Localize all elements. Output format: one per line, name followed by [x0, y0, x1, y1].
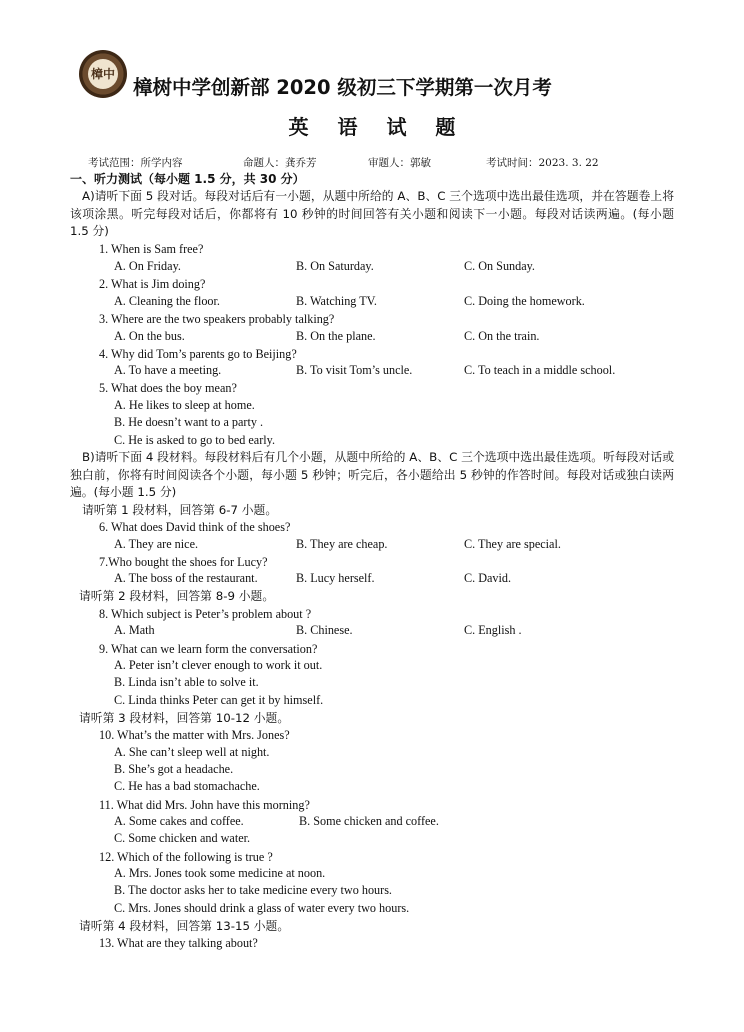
- option: B. Chinese.: [296, 623, 353, 637]
- option: C. On Sunday.: [464, 259, 535, 273]
- exam-subtitle: 英 语 试 题: [288, 115, 467, 139]
- material-1: 请听第 1 段材料，回答第 6-7 小题。: [82, 503, 278, 517]
- option: A. Cleaning the floor.: [114, 294, 220, 308]
- option: B. Some chicken and coffee.: [299, 814, 439, 828]
- option: A. Math: [114, 623, 155, 637]
- option: B. Watching TV.: [296, 294, 377, 308]
- option: C. Mrs. Jones should drink a glass of water every two hours.: [114, 901, 410, 915]
- question: 7.Who bought the shoes for Lucy?: [99, 555, 268, 569]
- option: B. Lucy herself.: [296, 571, 375, 585]
- option: B. On the plane.: [296, 329, 376, 343]
- section-heading: 一、听力测试（每小题 1.5 分，共 30 分）: [70, 172, 305, 186]
- option: C. They are special.: [464, 537, 561, 551]
- option: C. English .: [464, 623, 522, 637]
- meta-scope: 考试范围：所学内容: [88, 157, 183, 169]
- option: A. She can’t sleep well at night.: [114, 745, 270, 759]
- option: A. The boss of the restaurant.: [114, 571, 258, 585]
- option: C. He has a bad stomachache.: [114, 779, 260, 793]
- option: B. To visit Tom’s uncle.: [296, 363, 413, 377]
- meta-time: 考试时间：2023. 3. 22: [486, 157, 599, 169]
- meta-setter: 命题人：龚乔芳: [243, 157, 317, 169]
- option: A. Some cakes and coffee.: [114, 814, 244, 828]
- option: C. On the train.: [464, 329, 540, 343]
- question: 12. Which of the following is true ?: [99, 850, 273, 864]
- option: A. They are nice.: [114, 537, 199, 551]
- question: 6. What does David think of the shoes?: [99, 520, 291, 534]
- question: 4. Why did Tom’s parents go to Beijing?: [99, 347, 297, 361]
- option: C. He is asked to go to bed early.: [114, 433, 275, 447]
- option: B. Linda isn’t able to solve it.: [114, 675, 259, 689]
- option: B. She’s got a headache.: [114, 762, 234, 776]
- option: A. To have a meeting.: [114, 363, 222, 377]
- option: C. David.: [464, 571, 512, 585]
- option: B. The doctor asks her to take medicine every two hours.: [114, 883, 392, 897]
- option: A. He likes to sleep at home.: [114, 398, 255, 412]
- part-a-intro: A)请听下面 5 段对话。每段对话后有一小题，从题中所给的 A、B、C 三个选项中选出最佳选项，并在答题卷上将该项涂黑。听完每段对话后，你都将有 10 秒钟的时间回答有关小题和阅读下一小题。每段对话读两遍。(每小题 1.5 分): [70, 189, 674, 239]
- school-logo: [79, 50, 127, 98]
- question: 1. When is Sam free?: [99, 242, 204, 256]
- material-4: 请听第 4 段材料，回答第 13-15 小题。: [79, 919, 290, 933]
- option: A. On Friday.: [114, 259, 181, 273]
- question: 13. What are they talking about?: [99, 936, 258, 950]
- option: B. On Saturday.: [296, 259, 374, 273]
- option: A. On the bus.: [114, 329, 185, 343]
- meta-reviewer: 审题人：郭敏: [368, 157, 431, 169]
- question: 11. What did Mrs. John have this morning?: [99, 798, 310, 812]
- option: C. To teach in a middle school.: [464, 363, 616, 377]
- option: B. They are cheap.: [296, 537, 388, 551]
- question: 2. What is Jim doing?: [99, 277, 206, 291]
- question: 10. What’s the matter with Mrs. Jones?: [99, 728, 290, 742]
- question: 5. What does the boy mean?: [99, 381, 237, 395]
- part-b-intro: B)请听下面 4 段材料。每段材料后有几个小题，从题中所给的 A、B、C 三个选项中选出最佳选项。听每段对话或独白前，你将有时间阅读各个小题，每小题 5 秒钟；听完后，各小题给出 5 秒钟的作答时间。每段对话或独白读两遍。(每小题 1.5 分): [70, 450, 674, 500]
- option: C. Doing the homework.: [464, 294, 585, 308]
- exam-title: 樟树中学创新部 2020 级初三下学期第一次月考: [133, 76, 552, 99]
- option: C. Linda thinks Peter can get it by himself.: [114, 693, 324, 707]
- question: 3. Where are the two speakers probably talking?: [99, 312, 335, 326]
- question: 8. Which subject is Peter’s problem about ?: [99, 607, 312, 621]
- material-2: 请听第 2 段材料，回答第 8-9 小题。: [79, 589, 275, 603]
- option: B. He doesn’t want to a party .: [114, 415, 264, 429]
- question: 9. What can we learn form the conversation?: [99, 642, 318, 656]
- material-3: 请听第 3 段材料，回答第 10-12 小题。: [79, 711, 290, 725]
- option: A. Mrs. Jones took some medicine at noon.: [114, 866, 326, 880]
- school-seal-icon: 樟中: [88, 59, 118, 89]
- option: C. Some chicken and water.: [114, 831, 251, 845]
- option: A. Peter isn’t clever enough to work it out.: [114, 658, 323, 672]
